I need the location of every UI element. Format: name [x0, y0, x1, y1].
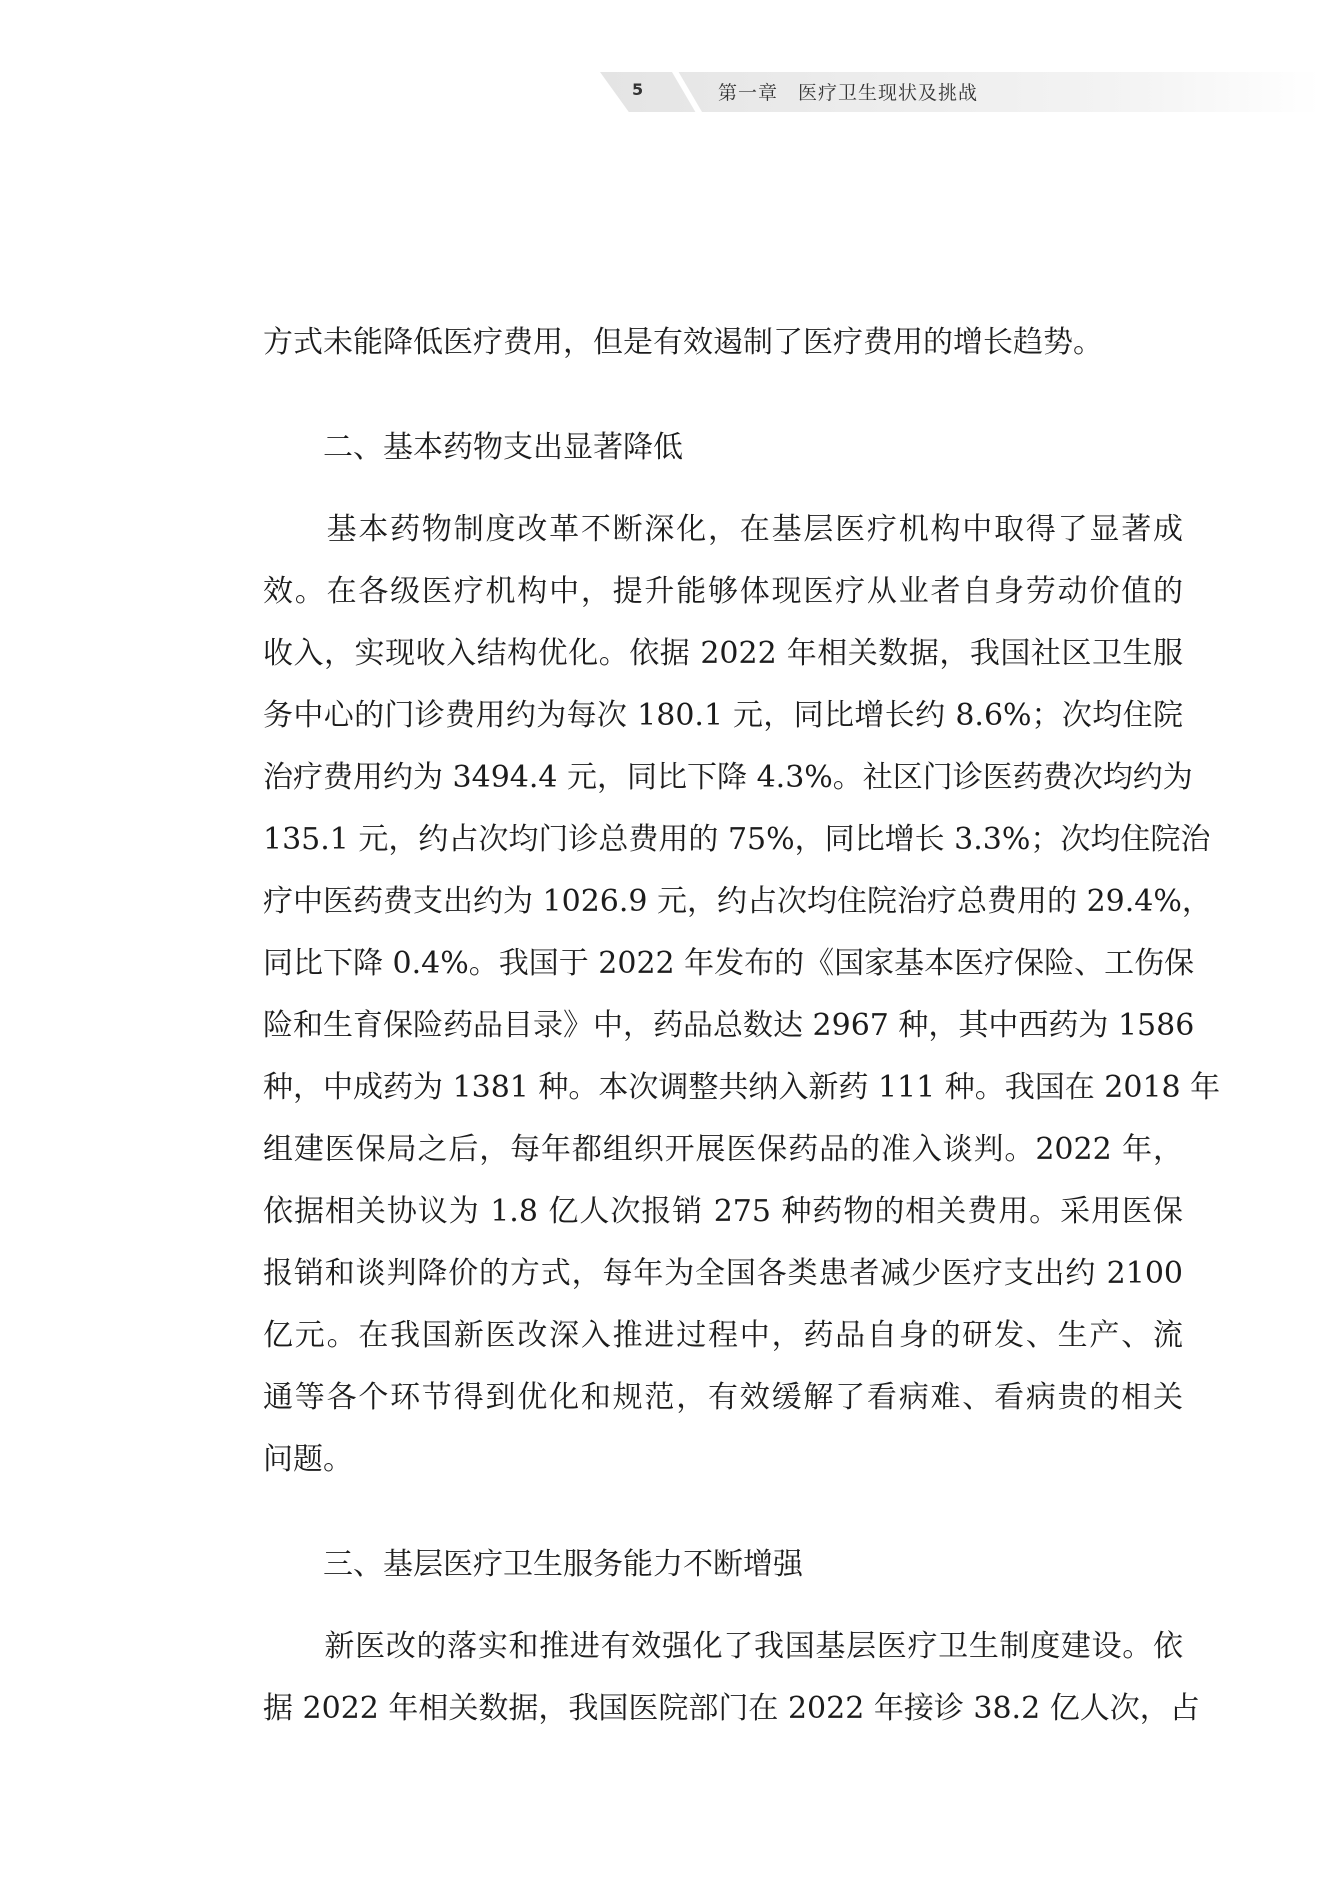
section-3-paragraph — [263, 1616, 1200, 1740]
paragraph-line: 135.1 元，约占次均门诊总费用的 75%，同比增长 3.3%；次均住院治 — [263, 822, 1211, 857]
paragraph-line: 险和生育保险药品目录》中，药品总数达 2967 种，其中西药为 1586 — [263, 1008, 1195, 1043]
paragraph-line: 种，中成药为 1381 种。本次调整共纳入新药 111 种。我国在 2018 年 — [263, 1070, 1221, 1105]
paragraph-line: 组建医保局之后，每年都组织开展医保药品的准入谈判。2022 年， — [263, 1132, 1183, 1167]
paragraph-line: 务中心的门诊费用约为每次 180.1 元，同比增长约 8.6%；次均住院 — [263, 698, 1183, 733]
section-heading-2: 二、基本药物支出显著降低 — [323, 430, 683, 465]
paragraph-line: 效。在各级医疗机构中，提升能够体现医疗从业者自身劳动价值的 — [263, 574, 1183, 609]
section-heading-3: 三、基层医疗卫生服务能力不断增强 — [323, 1547, 803, 1582]
intro-line: 方式未能降低医疗费用，但是有效遏制了医疗费用的增长趋势。 — [263, 325, 1103, 360]
paragraph-line: 亿元。在我国新医改深入推进过程中，药品自身的研发、生产、流 — [263, 1318, 1183, 1353]
paragraph-line: 据 2022 年相关数据，我国医院部门在 2022 年接诊 38.2 亿人次，占 — [263, 1691, 1200, 1726]
section-2-paragraph — [263, 499, 1221, 1491]
paragraph-line: 问题。 — [263, 1442, 353, 1477]
paragraph-line: 治疗费用约为 3494.4 元，同比下降 4.3%。社区门诊医药费次均约为 — [263, 760, 1193, 795]
paragraph-line: 收入，实现收入结构优化。依据 2022 年相关数据，我国社区卫生服 — [263, 636, 1183, 671]
page-body — [263, 312, 1221, 1740]
chapter-title: 第一章 医疗卫生现状及挑战 — [718, 82, 979, 104]
paragraph-line: 同比下降 0.4%。我国于 2022 年发布的《国家基本医疗保险、工伤保 — [263, 946, 1195, 981]
paragraph-line: 报销和谈判降价的方式，每年为全国各类患者减少医疗支出约 2100 — [263, 1256, 1183, 1291]
paragraph-line: 依据相关协议为 1.8 亿人次报销 275 种药物的相关费用。采用医保 — [263, 1194, 1183, 1229]
paragraph-line: 基本药物制度改革不断深化，在基层医疗机构中取得了显著成 — [263, 512, 1183, 547]
paragraph-line: 新医改的落实和推进有效强化了我国基层医疗卫生制度建设。依 — [263, 1629, 1183, 1664]
paragraph-line: 通等各个环节得到优化和规范，有效缓解了看病难、看病贵的相关 — [263, 1380, 1183, 1415]
page-number: 5 — [632, 80, 644, 99]
paragraph-line: 疗中医药费支出约为 1026.9 元，约占次均住院治疗总费用的 29.4%， — [263, 884, 1212, 919]
